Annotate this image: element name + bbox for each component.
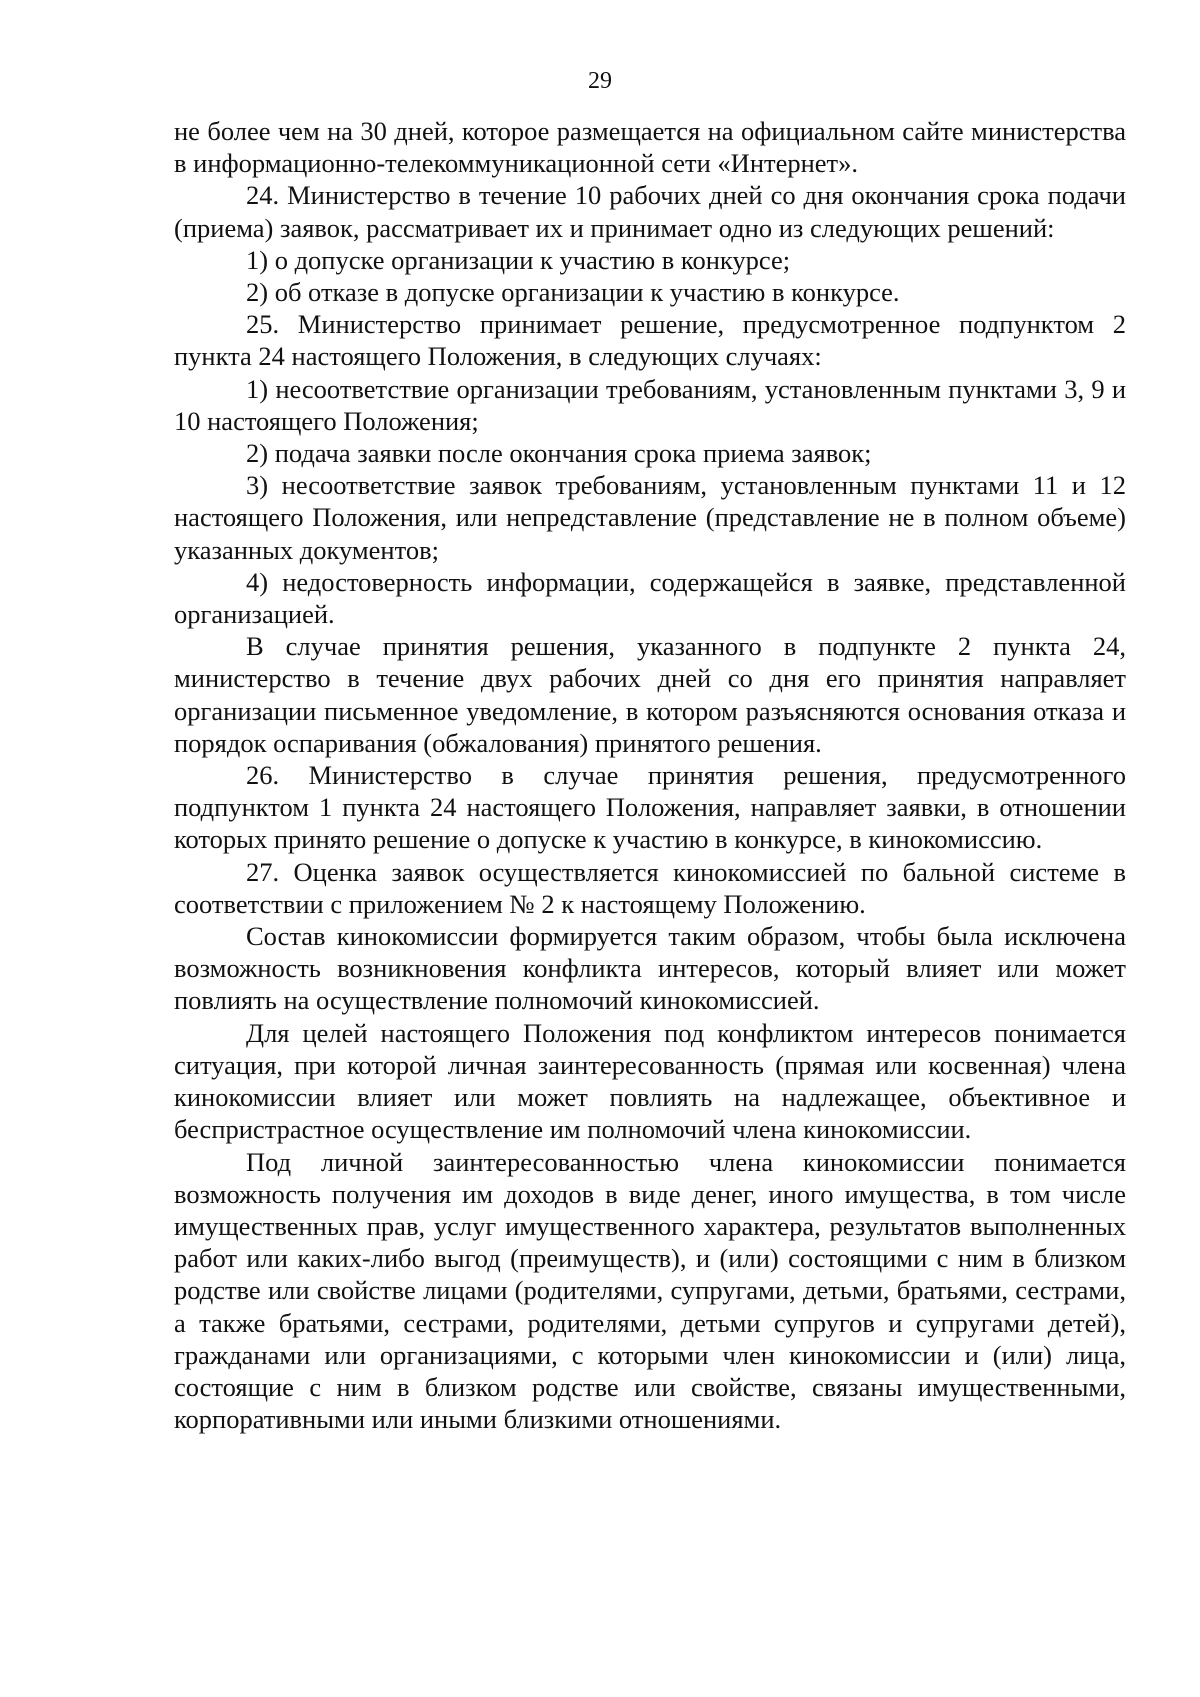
- page-number: 29: [588, 68, 612, 94]
- paragraph-subitem: 2) подача заявки после окончания срока приема заявок;: [246, 438, 872, 469]
- paragraph-subitem: 2) об отказе в допуске организации к участию в конкурсе.: [246, 277, 900, 308]
- paragraph-continuation: не более чем на 30 дней, которое размещается на официальном сайте министерства в информационно-телекоммуникационной сети «Интернет».: [174, 116, 1126, 179]
- paragraph-subitem: 4) недостоверность информации, содержащейся в заявке, представленной организацией.: [174, 566, 1126, 630]
- paragraph-subitem: 1) несоответствие организации требованиям, установленным пунктами 3, 9 и 10 настоящего Положения;: [174, 373, 1126, 436]
- paragraph-text: Состав кинокомиссии формируется таким образом, чтобы была исключена возможность возникновения конфликта интересов, который влияет или может повлиять на осуществление полномочий кинокомиссией.: [174, 921, 1126, 1016]
- paragraph-text: Для целей настоящего Положения под конфликтом интересов понимается ситуация, при которой личная заинтересованность (прямая или косвенная) члена кинокомиссии влияет или может повлиять на надлежащее, объективное и беспристрастное осуществление им полномочий члена кинокомиссии.: [174, 1017, 1126, 1145]
- paragraph-text: Под личной заинтересованностью члена кинокомиссии понимается возможность получения им доходов в виде денег, иного имущества, в том числе имущественных прав, услуг имущественного характера, результатов выполненных работ или каких-либо выгод (преимуществ), и (или) состоящими с ним в близком родстве или свойстве лицами (родителями, супругами, детьми, братьями, сестрами, а также братьями, сестрами, родителями, детьми супругов и супругами детей), гражданами или организациями, с которыми член кинокомиссии и (или) лица, состоящие с ним в близком родстве или свойстве, связаны имущественными, корпоративными или иными близкими отношениями.: [174, 1146, 1126, 1435]
- paragraph-subitem: 3) несоответствие заявок требованиям, установленным пунктами 11 и 12 настоящего Положения, или непредставление (представление не в полном объеме) указанных документов;: [174, 470, 1126, 565]
- paragraph-item-24: 24. Министерство в течение 10 рабочих дней со дня окончания срока подачи (приема) заявок, рассматривает их и принимает одно из следующих решений:: [174, 180, 1126, 243]
- paragraph-subitem: 1) о допуске организации к участию в конкурсе;: [246, 244, 791, 275]
- paragraph-item-25: 25. Министерство принимает решение, предусмотренное подпунктом 2 пункта 24 настоящего Положения, в следующих случаях:: [174, 309, 1126, 372]
- paragraph-item-27: 27. Оценка заявок осуществляется кинокомиссией по бальной системе в соответствии с приложением № 2 к настоящему Положению.: [174, 856, 1126, 919]
- paragraph-text: В случае принятия решения, указанного в подпункте 2 пункта 24, министерство в течение двух рабочих дней со дня его принятия направляет организации письменное уведомление, в котором разъясняются основания отказа и порядок оспаривания (обжалования) принятого решения.: [174, 631, 1126, 758]
- paragraph-item-26: 26. Министерство в случае принятия решения, предусмотренного подпунктом 1 пункта 24 настоящего Положения, направляет заявки, в отношении которых принято решение о допуске к участию в конкурсе, в кинокомиссию.: [174, 760, 1126, 855]
- document-body: [174, 115, 1126, 1435]
